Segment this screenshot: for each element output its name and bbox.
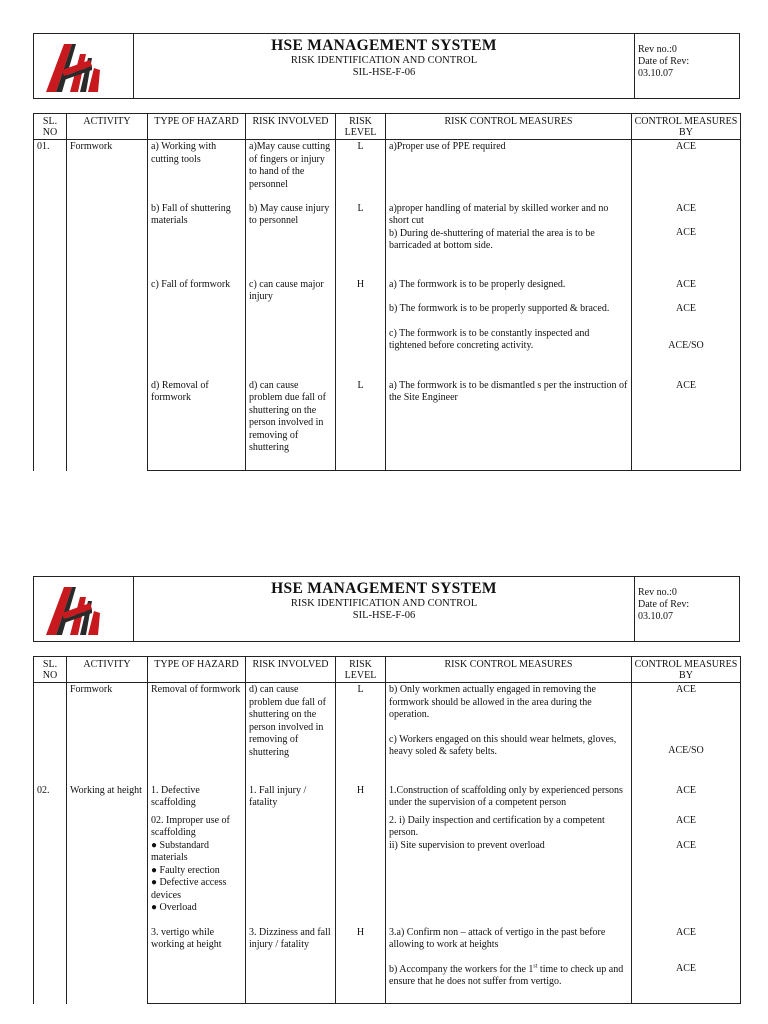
- risk-involved-cell: 1. Fall injury / fatality: [246, 784, 336, 926]
- col-control-measures-by: CONTROL MEASURES BY: [632, 114, 741, 140]
- risk-level-cell: L: [336, 379, 386, 471]
- measure-by: ACE: [676, 926, 696, 938]
- control-measure-cell: [386, 814, 632, 926]
- measure-text: a) The formwork is to be properly designed.: [389, 278, 566, 290]
- sl-no-cell: 02.: [34, 784, 67, 1004]
- revision-info: [634, 34, 739, 98]
- risk-level-cell: H: [336, 926, 386, 1004]
- rev-date-label: Date of Rev:: [638, 56, 690, 67]
- table-header-row: [34, 114, 741, 140]
- col-type-of-hazard: TYPE OF HAZARD: [148, 114, 246, 140]
- measure-by: ACE/SO: [668, 744, 704, 756]
- doc-subtitle: RISK IDENTIFICATION AND CONTROL: [290, 598, 478, 609]
- col-risk-level: RISK LEVEL: [336, 657, 386, 683]
- measure-by: ACE: [676, 202, 696, 214]
- superscript: st: [533, 963, 538, 970]
- company-logo: [34, 34, 134, 98]
- bullet-item: ● Defective access devices: [151, 877, 227, 901]
- col-sl-no: SL. NO: [34, 114, 67, 140]
- measure-text: c) The formwork is to be constantly inspected and tightened before concreting activity.: [389, 327, 590, 351]
- measure-by: ACE: [676, 227, 696, 238]
- control-measure-cell: a)Proper use of PPE required: [386, 140, 632, 202]
- col-sl-no: SL. NO: [34, 657, 67, 683]
- document-header: [33, 576, 740, 642]
- risk-involved-cell: 3. Dizziness and fall injury / fatality: [246, 926, 336, 1004]
- bullet-item: ● Overload: [151, 902, 197, 913]
- table-header-row: [34, 657, 741, 683]
- control-by-cell: ACE: [632, 140, 741, 202]
- risk-involved-cell: a)May cause cutting of fingers or injury to hand of the personnel: [246, 140, 336, 202]
- risk-involved-cell: b) May cause injury to personnel: [246, 202, 336, 278]
- col-risk-control-measures: RISK CONTROL MEASURES: [386, 114, 632, 140]
- activity-cell: Formwork: [67, 140, 148, 471]
- risk-involved-cell: c) can cause major injury: [246, 278, 336, 379]
- logo-icon: [42, 583, 104, 637]
- hazard-type-cell: c) Fall of formwork: [148, 278, 246, 379]
- control-by-cell: [632, 683, 741, 784]
- bullet-item: ● Substandard materials: [151, 839, 209, 863]
- risk-level-cell: H: [336, 278, 386, 379]
- risk-involved-cell: d) can cause problem due fall of shuttering on the person involved in removing of shuttering: [246, 379, 336, 471]
- measure-by: ACE/SO: [668, 339, 704, 351]
- rev-no: Rev no.:0: [638, 587, 677, 598]
- hazard-type-cell: d) Removal of formwork: [148, 379, 246, 471]
- rev-date-label: Date of Rev:: [638, 599, 690, 610]
- header-title-block: [134, 34, 634, 98]
- rev-date: 03.10.07: [638, 68, 673, 79]
- activity-cell: Formwork: [67, 683, 148, 784]
- logo-icon: [42, 40, 104, 94]
- control-measure-cell: [386, 278, 632, 379]
- measure-text: b) Only workmen actually engaged in removing the formwork should be allowed in the area during the operation.: [389, 684, 596, 720]
- doc-title: HSE MANAGEMENT SYSTEM: [271, 37, 497, 54]
- control-measure-cell: [386, 683, 632, 784]
- control-by-cell: ACE: [632, 784, 741, 814]
- table-row: [34, 683, 741, 784]
- control-measure-cell: [386, 202, 632, 278]
- risk-level-cell: L: [336, 202, 386, 278]
- sl-no-cell: [34, 683, 67, 784]
- control-by-cell: [632, 278, 741, 379]
- control-by-cell: ACE: [632, 379, 741, 471]
- col-control-measures-by: CONTROL MEASURES BY: [632, 657, 741, 683]
- measure-text: [389, 964, 628, 989]
- doc-title: HSE MANAGEMENT SYSTEM: [271, 580, 497, 597]
- measure-text: a)proper handling of material by skilled worker and no short cut: [389, 202, 609, 226]
- hazard-type-cell: a) Working with cutting tools: [148, 140, 246, 202]
- doc-subtitle: RISK IDENTIFICATION AND CONTROL: [290, 55, 478, 66]
- document-header: [33, 33, 740, 99]
- risk-table: [33, 656, 741, 1004]
- risk-level-cell: L: [336, 140, 386, 202]
- col-activity: ACTIVITY: [67, 657, 148, 683]
- activity-cell: Working at height: [67, 784, 148, 1004]
- measure-text: c) Workers engaged on this should wear helmets, gloves, heavy soled & safety belts.: [389, 733, 617, 757]
- control-by-cell: [632, 814, 741, 926]
- measure-by: ACE: [676, 278, 696, 290]
- hazard-type-cell: [148, 814, 246, 926]
- measure-text: ii) Site supervision to prevent overload: [389, 839, 545, 851]
- sl-no-cell: 01.: [34, 140, 67, 471]
- control-measure-cell: [386, 926, 632, 1004]
- control-measure-cell: 1.Construction of scaffolding only by experienced persons under the supervision of a competent person: [386, 784, 632, 814]
- control-by-cell: [632, 926, 741, 1004]
- measure-text-part: b) Accompany the workers for the 1: [389, 963, 534, 975]
- measure-text: b) The formwork is to be properly supported & braced.: [389, 303, 610, 314]
- measure-by: ACE: [676, 963, 696, 974]
- risk-level-cell: L: [336, 683, 386, 784]
- hazard-type-cell: 1. Defective scaffolding: [148, 784, 246, 814]
- risk-level-cell: H: [336, 784, 386, 926]
- measure-by: ACE: [676, 303, 696, 314]
- col-type-of-hazard: TYPE OF HAZARD: [148, 657, 246, 683]
- company-logo: [34, 577, 134, 641]
- hazard-type-cell: b) Fall of shuttering materials: [148, 202, 246, 278]
- measure-by: ACE: [676, 684, 696, 695]
- hazard-type-cell: Removal of formwork: [148, 683, 246, 784]
- table-row: [34, 140, 741, 202]
- measure-text: b) During de-shuttering of material the area is to be barricaded at bottom side.: [389, 227, 595, 251]
- rev-date: 03.10.07: [638, 611, 673, 622]
- hazard-type-cell: 3. vertigo while working at height: [148, 926, 246, 1004]
- col-risk-involved: RISK INVOLVED: [246, 114, 336, 140]
- form-number: SIL-HSE-F-06: [352, 67, 416, 78]
- col-risk-control-measures: RISK CONTROL MEASURES: [386, 657, 632, 683]
- header-title-block: [134, 577, 634, 641]
- risk-table: [33, 113, 741, 471]
- control-by-cell: [632, 202, 741, 278]
- table-row: [34, 784, 741, 814]
- revision-info: [634, 577, 739, 641]
- form-number: SIL-HSE-F-06: [352, 610, 416, 621]
- measure-text: 2. i) Daily inspection and certification by a competent person.: [389, 814, 605, 838]
- rev-no: Rev no.:0: [638, 44, 677, 55]
- measure-text-part: time to check up and ensure that he does not suffer from vertigo.: [389, 963, 624, 987]
- measure-by: ACE: [676, 814, 696, 826]
- col-risk-involved: RISK INVOLVED: [246, 657, 336, 683]
- bullet-item: ● Faulty erection: [151, 864, 220, 876]
- hazard-type-text: 02. Improper use of scaffolding: [151, 814, 230, 838]
- col-activity: ACTIVITY: [67, 114, 148, 140]
- control-measure-cell: a) The formwork is to be dismantled s per the instruction of the Site Engineer: [386, 379, 632, 471]
- col-risk-level: RISK LEVEL: [336, 114, 386, 140]
- measure-by: ACE: [676, 840, 696, 851]
- risk-involved-cell: d) can cause problem due fall of shuttering on the person involved in removing of shuttering: [246, 683, 336, 784]
- measure-text: 3.a) Confirm non – attack of vertigo in the past before allowing to work at heights: [389, 926, 606, 950]
